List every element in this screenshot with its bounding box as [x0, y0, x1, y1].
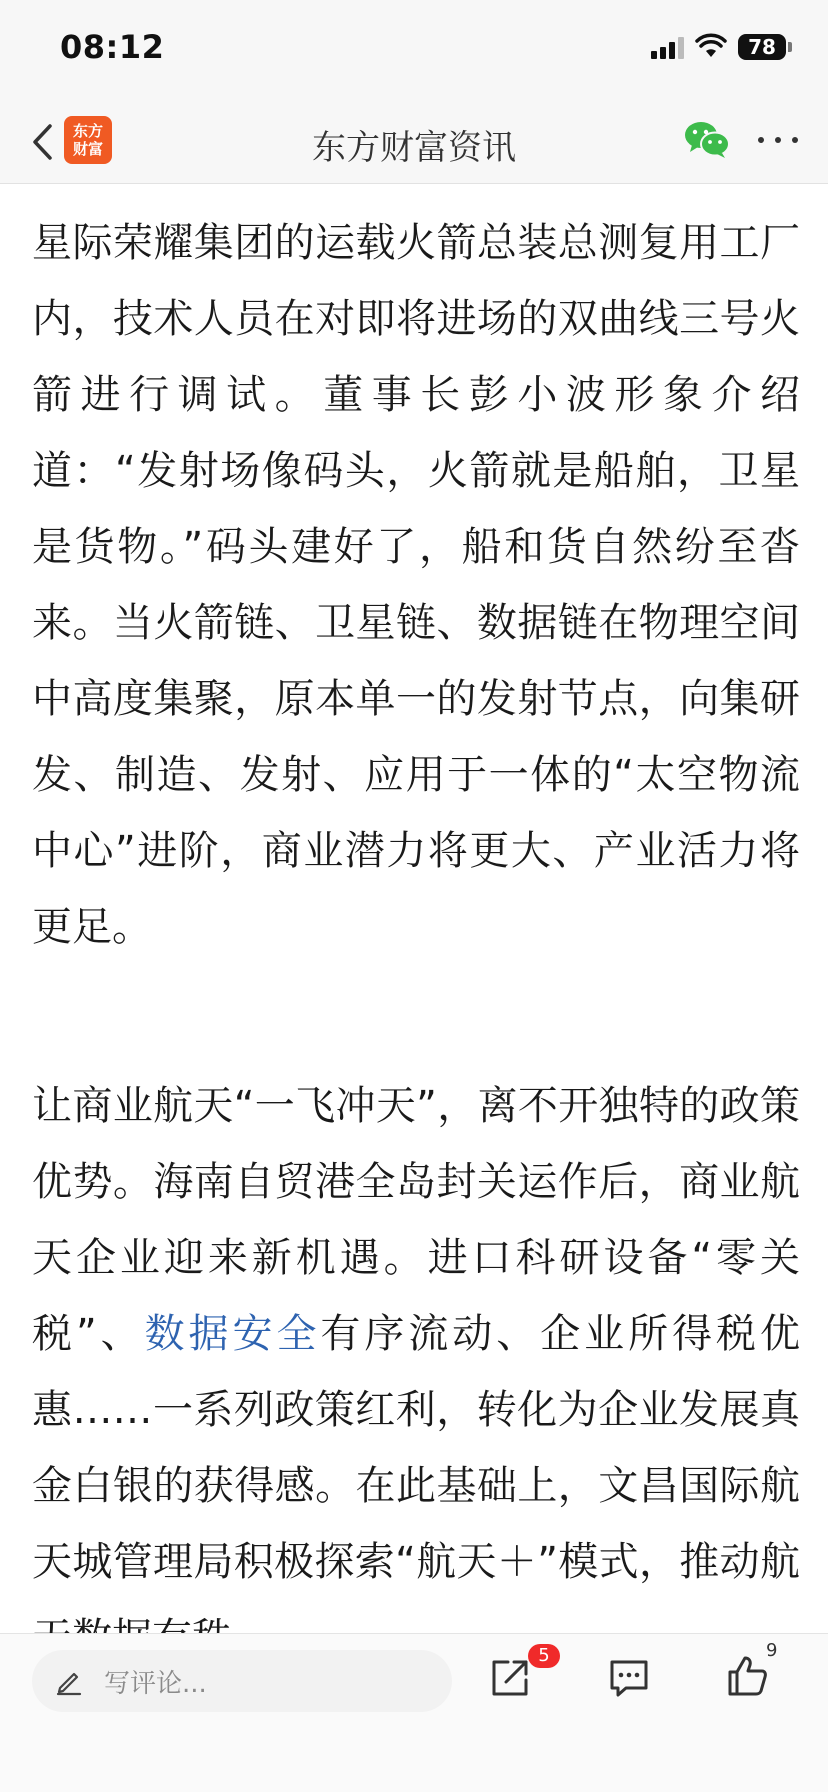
- logo-text-line1: 东方: [72, 122, 103, 140]
- pencil-icon: [54, 1666, 84, 1696]
- more-dot-icon: [775, 137, 781, 143]
- battery-icon: 78: [738, 34, 786, 60]
- thumbs-up-icon: [726, 1654, 768, 1698]
- share-icon: [488, 1656, 532, 1700]
- cellular-signal-icon: [651, 35, 684, 59]
- comment-placeholder: 写评论...: [104, 1668, 207, 1699]
- paragraph-text: 让商业航天“一飞冲天”，离不开独特的政策优势。海南自贸港全岛封关运作后，商业航天企业迎来新机遇。进口科研设备“零关税”、: [32, 1083, 800, 1357]
- share-count-badge: 5: [528, 1644, 560, 1668]
- chevron-left-icon: [31, 123, 53, 161]
- back-button[interactable]: [24, 120, 60, 164]
- article-paragraph: 星际荣耀集团的运载火箭总装总测复用工厂内，技术人员在对即将进场的双曲线三号火箭进行调试。董事长彭小波形象介绍道：“发射场像码头，火箭就是船舶，卫星是货物。”码头建好了，船和货自然纷至沓来。当火箭链、卫星链、数据链在物理空间中高度集聚，原本单一的发射节点，向集研发、制造、发射、应用于一体的“太空物流中心”进阶，商业潜力将更大、产业活力将更足。: [32, 220, 800, 950]
- more-dot-icon: [758, 137, 764, 143]
- like-button[interactable]: [726, 1654, 768, 1698]
- wechat-icon: [684, 120, 730, 160]
- comment-bubble-icon: [608, 1658, 650, 1698]
- article-body[interactable]: [0, 185, 828, 1633]
- nav-bar: [0, 100, 828, 184]
- paragraph-text: 有序流动、企业所得税优惠……一系列政策红利，转化为企业发展真金白银的获得感。在此基础上，文昌国际航天城管理局积极探索“航天＋”模式，推动航: [32, 1311, 800, 1585]
- share-button[interactable]: [488, 1656, 532, 1700]
- wifi-icon: [696, 35, 726, 59]
- logo-text-line2: 财富: [72, 140, 103, 158]
- like-count: 9: [766, 1640, 778, 1661]
- app-logo[interactable]: [64, 116, 112, 164]
- wechat-share-button[interactable]: [684, 120, 730, 160]
- status-icons: [651, 34, 792, 60]
- keyword-link-data-security[interactable]: 数据安全: [144, 1311, 321, 1357]
- comments-button[interactable]: [608, 1658, 650, 1698]
- status-time: 08:12: [60, 28, 165, 66]
- article-paragraph: [32, 1068, 800, 1676]
- battery-cap: [788, 42, 792, 52]
- comment-input[interactable]: [32, 1650, 452, 1712]
- more-options-button[interactable]: [758, 126, 798, 154]
- page-title: 东方财富资讯: [312, 128, 516, 168]
- status-bar: [0, 0, 828, 100]
- bottom-action-bar: [0, 1633, 828, 1792]
- more-dot-icon: [792, 137, 798, 143]
